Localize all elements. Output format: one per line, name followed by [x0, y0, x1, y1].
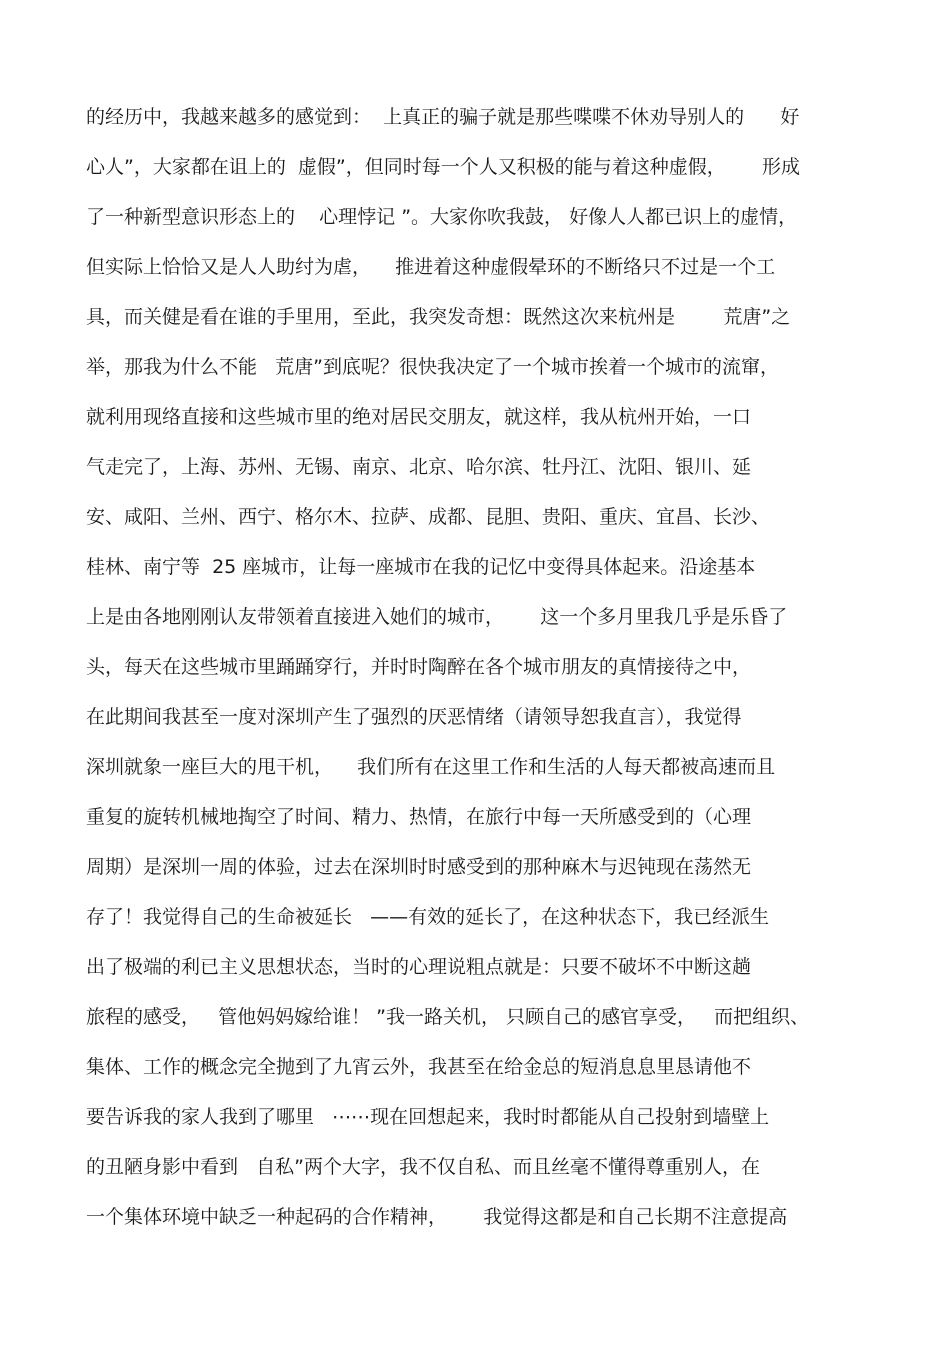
text-line: 就利用现络直接和这些城市里的绝对居民交朋友，就这样，我从杭州开始，一口	[86, 406, 752, 428]
text-line: 周期）是深圳一周的体验，过去在深圳时时感受到的那种麻木与迟钝现在荡然无	[86, 856, 752, 878]
text-line: 具，而关健是看在谁的手里用，至此，我突发奇想：既然这次来杭州是 荒唐”之	[86, 306, 791, 328]
text-line: 安、咸阳、兰州、西宁、格尔木、拉萨、成都、昆胆、贵阳、重庆、宜昌、长沙、	[86, 506, 771, 528]
text-line: 重复的旋转机械地掏空了时间、精力、热情，在旅行中每一天所感受到的（心理	[86, 806, 752, 828]
text-line: 一个集体环境中缺乏一种起码的合作精神， 我觉得这都是和自己长期不注意提高	[86, 1206, 788, 1228]
text-line: 的经历中，我越来越多的感觉到： 上真正的骗子就是那些喋喋不休劝导别人的 好	[86, 106, 800, 128]
text-line: 气走完了，上海、苏州、无锡、南京、北京、哈尔滨、牡丹江、沈阳、银川、延	[86, 456, 752, 478]
text-line: 举，那我为什么不能 荒唐”到底呢？很快我决定了一个城市挨着一个城市的流窜，	[86, 356, 779, 378]
text-line: 出了极端的利已主义思想状态，当时的心理说粗点就是：只要不破坏不中断这趟	[86, 956, 752, 978]
text-line: 要告诉我的家人我到了哪里 ⋯⋯现在回想起来，我时时都能从自己投射到墙壁上	[86, 1106, 770, 1128]
text-line: 了一种新型意识形态上的 心理悖记 ”。大家你吹我鼓， 好像人人都已识上的虚情，	[86, 206, 798, 228]
text-line: 存了！我觉得自己的生命被延长 ——有效的延长了，在这种状态下，我已经派生	[86, 906, 770, 928]
text-line: 心人”，大家都在诅上的 虚假”，但同时每一个人又积极的能与着这种虚假， 形成	[86, 156, 801, 178]
text-line: 桂林、南宁等 25 座城市，让每一座城市在我的记忆中变得具体起来。沿途基本	[86, 556, 756, 578]
text-line: 但实际上恰恰又是人人助纣为虐， 推进着这种虚假晕环的不断络只不过是一个工	[86, 256, 776, 278]
document-body	[86, 97, 876, 1247]
text-line: 集体、工作的概念完全抛到了九宵云外，我甚至在给金总的短消息息里恳请他不	[86, 1056, 752, 1078]
text-line: 头，每天在这些城市里踊踊穿行，并时时陶醉在各个城市朋友的真情接待之中，	[86, 656, 752, 678]
text-line: 旅程的感受， 管他妈妈嫁给谁！ ”我一路关机， 只顾自己的感官享受， 而把组织、	[86, 1006, 810, 1028]
text-line: 的丑陋身影中看到 自私”两个大字，我不仅自私、而且丝毫不懂得尊重别人，在	[86, 1156, 760, 1178]
text-line: 深圳就象一座巨大的甩干机， 我们所有在这里工作和生活的人每天都被高速而且	[86, 756, 776, 778]
text-line: 上是由各地刚刚认友带领着直接进入她们的城市， 这一个多月里我几乎是乐昏了	[86, 606, 788, 628]
text-line: 在此期间我甚至一度对深圳产生了强烈的厌恶情绪（请领导恕我直言），我觉得	[86, 706, 742, 728]
